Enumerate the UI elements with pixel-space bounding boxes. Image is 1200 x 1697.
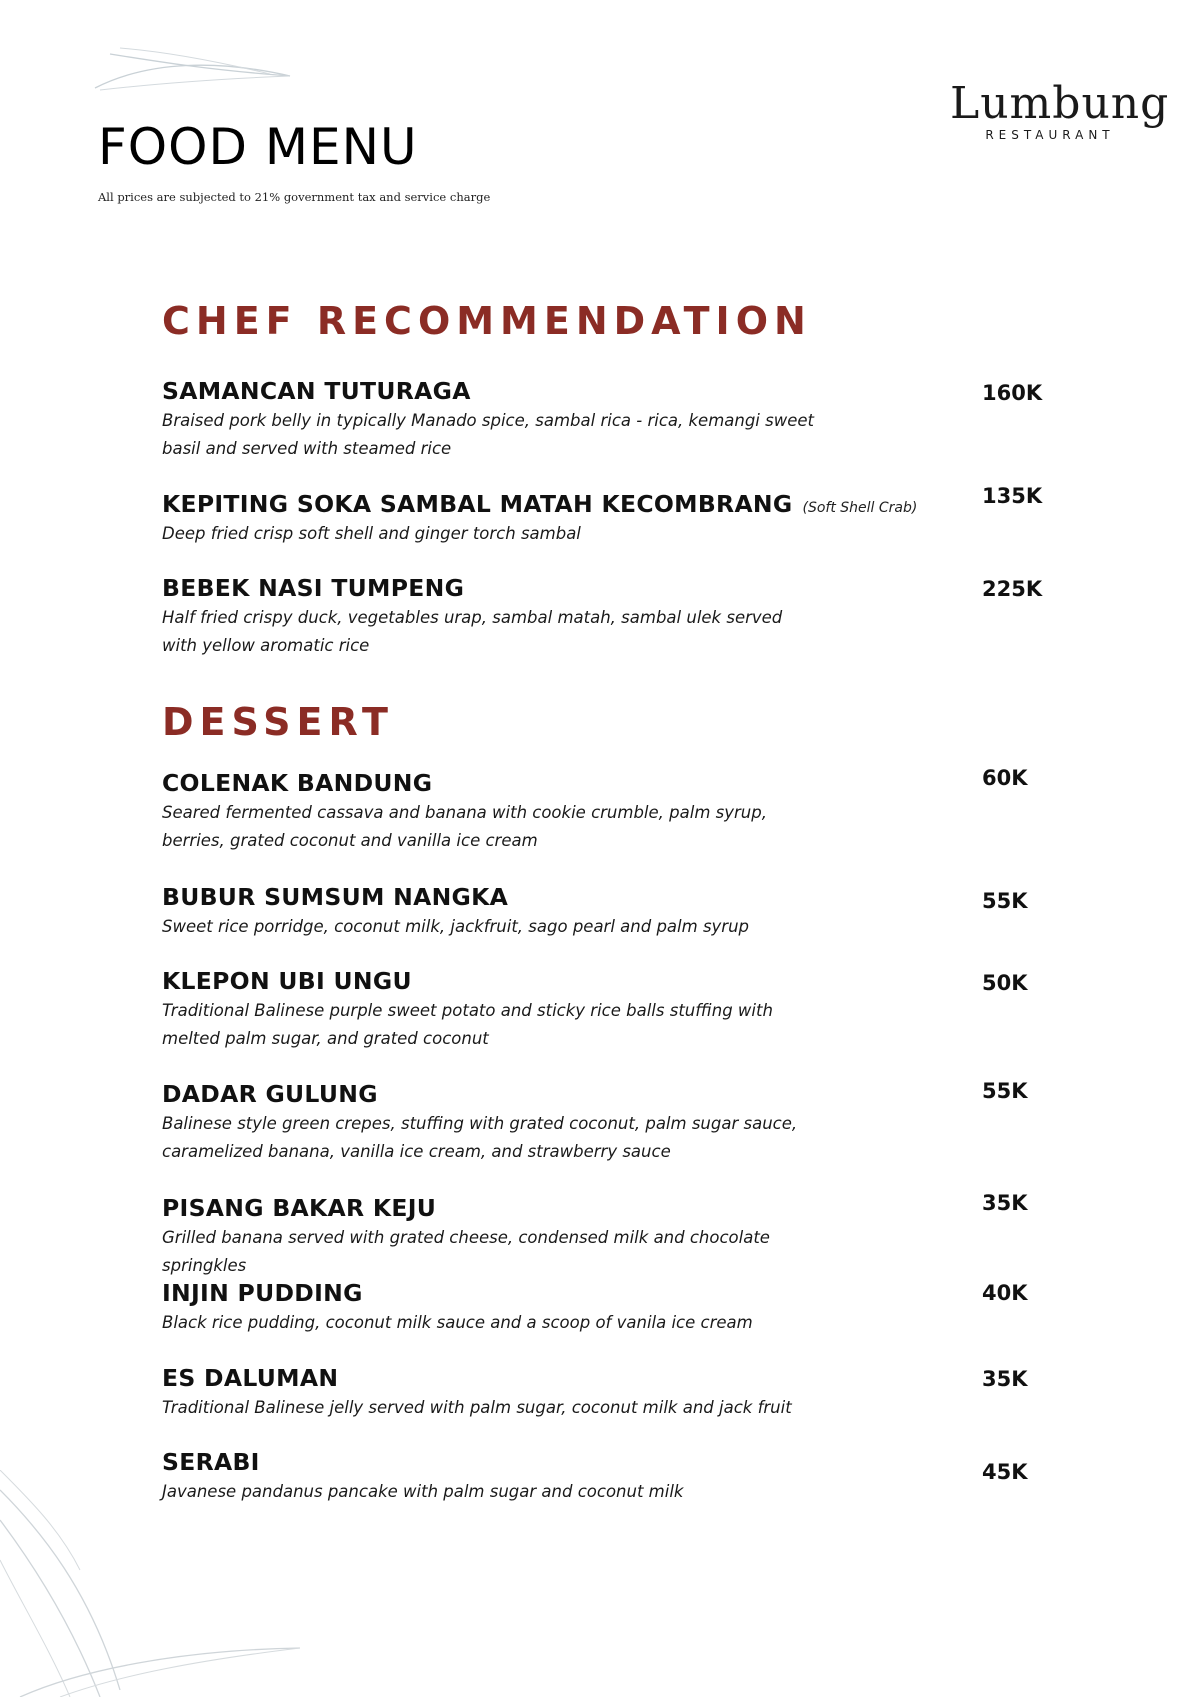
logo-name: Lumbung [950, 78, 1170, 129]
menu-item [162, 883, 1122, 941]
item-price: 60K [982, 766, 1028, 790]
item-name: ES DALUMAN [162, 1364, 339, 1392]
item-description: Balinese style green crepes, stuffing with grated coconut, palm sugar sauce, caramelized banana, vanilla ice cream, and strawberry sauce [162, 1114, 798, 1161]
menu-item [162, 1194, 1122, 1280]
item-description: Braised pork belly in typically Manado spice, sambal rica - rica, kemangi sweet basil and served with steamed rice [162, 411, 814, 458]
item-name: KEPITING SOKA SAMBAL MATAH KECOMBRANG [162, 490, 793, 518]
item-name: SAMANCAN TUTURAGA [162, 377, 471, 405]
item-name: SERABI [162, 1448, 260, 1476]
item-price: 35K [982, 1191, 1028, 1215]
menu-item [162, 967, 1122, 1053]
item-description: Seared fermented cassava and banana with cookie crumble, palm syrup, berries, grated coconut and vanilla ice cream [162, 803, 767, 850]
item-description: Traditional Balinese purple sweet potato and sticky rice balls stuffing with melted palm sugar, and grated coconut [162, 1001, 773, 1048]
item-price: 40K [982, 1281, 1028, 1305]
item-price: 55K [982, 1079, 1028, 1103]
item-price: 50K [982, 971, 1028, 995]
item-description: Deep fried crisp soft shell and ginger torch sambal [162, 524, 581, 543]
restaurant-logo [950, 78, 1170, 142]
menu-item [162, 377, 1122, 463]
section-title-dessert: DESSERT [162, 700, 394, 744]
page-title: FOOD MENU [98, 118, 418, 176]
item-name: PISANG BAKAR KEJU [162, 1194, 437, 1222]
item-note: (Soft Shell Crab) [802, 500, 918, 516]
item-price: 55K [982, 889, 1028, 913]
menu-item [162, 1364, 1122, 1422]
item-name: BUBUR SUMSUM NANGKA [162, 883, 509, 911]
item-description: Half fried crispy duck, vegetables urap, sambal matah, sambal ulek served with yellow aromatic rice [162, 608, 783, 655]
item-price: 35K [982, 1367, 1028, 1391]
logo-subtitle: RESTAURANT [985, 128, 1115, 142]
item-name: BEBEK NASI TUMPENG [162, 574, 465, 602]
item-name: INJIN PUDDING [162, 1279, 363, 1307]
item-description: Grilled banana served with grated cheese, condensed milk and chocolate springkles [162, 1228, 770, 1275]
item-price: 45K [982, 1460, 1028, 1484]
menu-item [162, 490, 1122, 548]
menu-item [162, 574, 1122, 660]
item-description: Black rice pudding, coconut milk sauce and a scoop of vanila ice cream [162, 1313, 753, 1332]
menu-item [162, 1080, 1122, 1166]
item-price: 160K [982, 381, 1043, 405]
item-description: Sweet rice porridge, coconut milk, jackfruit, sago pearl and palm syrup [162, 917, 750, 936]
item-description: Traditional Balinese jelly served with palm sugar, coconut milk and jack fruit [162, 1398, 792, 1417]
menu-item [162, 1279, 1122, 1337]
item-description: Javanese pandanus pancake with palm sugar and coconut milk [162, 1482, 684, 1501]
menu-item [162, 1448, 1122, 1506]
menu-item [162, 769, 1122, 855]
section-title-chef-recommendation: CHEF RECOMMENDATION [162, 299, 812, 343]
tax-notice: All prices are subjected to 21% government tax and service charge [98, 190, 491, 204]
item-name: COLENAK BANDUNG [162, 769, 433, 797]
item-name: DADAR GULUNG [162, 1080, 378, 1108]
leaf-decoration-top [90, 40, 300, 100]
item-price: 225K [982, 577, 1043, 601]
item-price: 135K [982, 484, 1043, 508]
item-name: KLEPON UBI UNGU [162, 967, 412, 995]
